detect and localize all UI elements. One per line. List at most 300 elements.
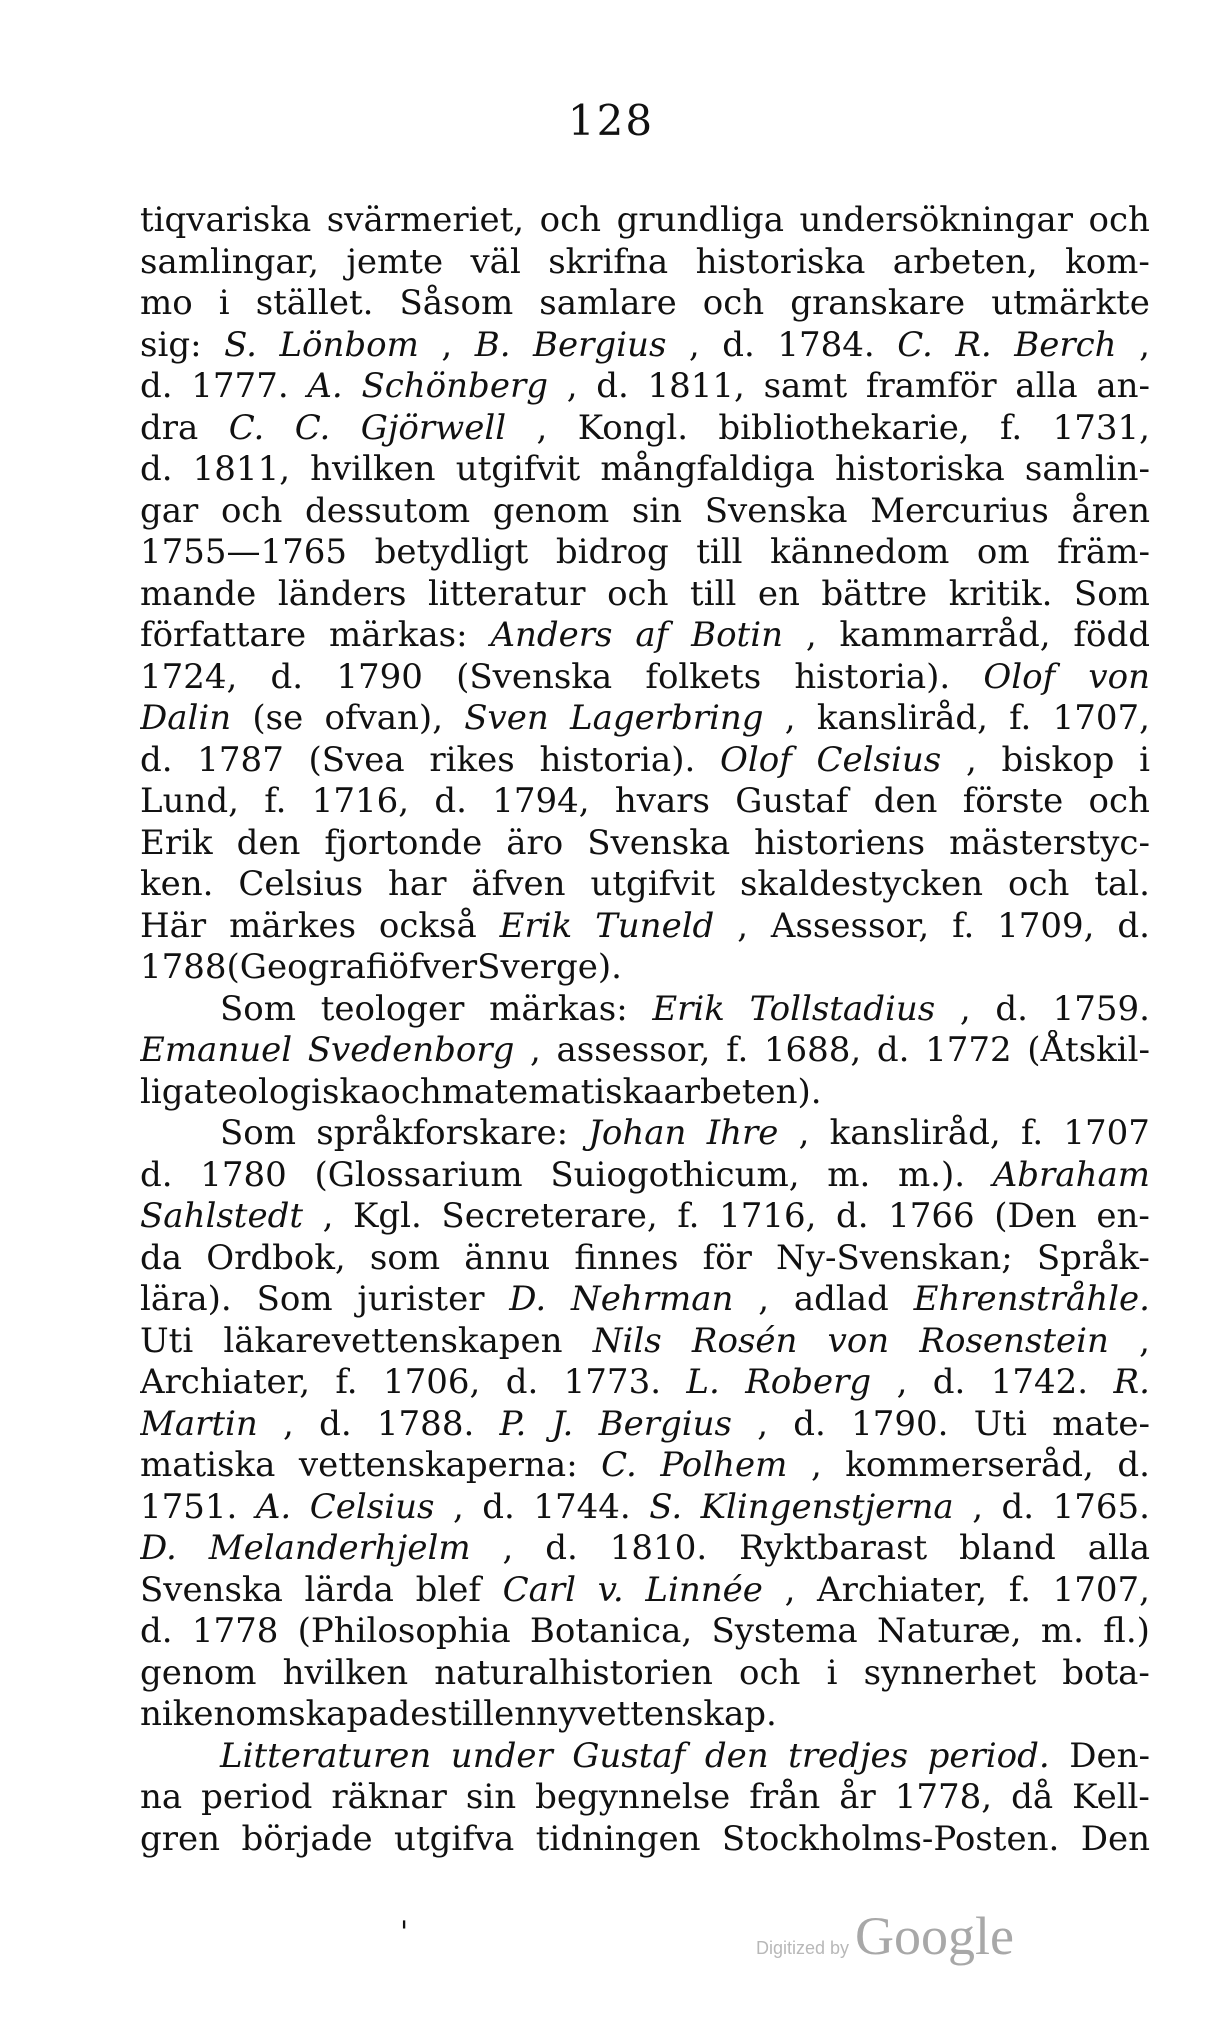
text-line: [140, 1653, 1150, 1695]
word: ny: [536, 1694, 578, 1734]
word: matiska: [140, 1445, 276, 1485]
text-line: [140, 1445, 1150, 1487]
word: ,: [959, 988, 971, 1029]
word: Schönberg: [361, 366, 548, 406]
word: då: [1011, 1777, 1054, 1817]
word: d.: [545, 1528, 578, 1568]
word: d.: [140, 1611, 173, 1651]
word: d.: [319, 1403, 352, 1444]
word: d.: [434, 781, 467, 821]
word: af: [635, 615, 669, 655]
text-line: [140, 1736, 1150, 1778]
word: 1777.: [191, 366, 289, 406]
word: 1787: [197, 739, 284, 780]
word: Ehrenstråhle.: [913, 1279, 1150, 1319]
word: 1766: [888, 1196, 975, 1236]
word: en-: [1096, 1196, 1150, 1236]
word: bättre: [821, 573, 928, 614]
text-line: [140, 1528, 1150, 1570]
word: Linnée: [645, 1569, 763, 1610]
word: ännu: [464, 1237, 551, 1278]
word: Erik: [140, 822, 213, 863]
word: niken: [140, 1694, 236, 1734]
word: (Åtskil-: [1027, 1030, 1150, 1070]
word: Som: [256, 1279, 333, 1319]
word: liga: [140, 1071, 204, 1112]
text-line: [140, 1570, 1150, 1612]
word: 1709,: [997, 905, 1095, 946]
word: Dalin: [140, 698, 232, 738]
word: och: [1007, 864, 1070, 904]
word: C.: [228, 407, 265, 448]
word: Som: [220, 1113, 297, 1153]
word: Stockholms-Posten.: [721, 1818, 1060, 1859]
word: tal.: [1094, 864, 1150, 904]
word: dessutom: [305, 490, 471, 531]
text-line: [140, 1155, 1150, 1197]
word: gren: [140, 1818, 221, 1859]
google-logo: Google: [855, 1906, 1014, 1966]
word: ,: [283, 1403, 294, 1444]
word: väl: [470, 241, 521, 282]
word: Språk-: [1036, 1237, 1150, 1278]
word: d.: [793, 1403, 826, 1444]
word: 1772: [925, 1030, 1012, 1070]
word: biskop: [1001, 739, 1115, 780]
stray-mark: ': [400, 1915, 409, 1950]
word: tredjes: [788, 1735, 909, 1776]
word: främ-: [1057, 532, 1150, 572]
word: Svedenborg: [307, 1030, 515, 1070]
word: hvars: [614, 781, 710, 821]
text-line: [140, 1362, 1150, 1404]
text-line: [140, 823, 1150, 865]
word: Melanderhjelm: [208, 1528, 471, 1568]
word: 1742.: [990, 1362, 1089, 1402]
word: ,: [757, 1403, 769, 1444]
word: f.: [726, 1030, 749, 1070]
word: också: [378, 905, 477, 946]
word: Botanica,: [529, 1611, 693, 1651]
word: 1780: [200, 1154, 287, 1195]
word: granskare: [790, 283, 966, 323]
word: samlingar,: [140, 241, 319, 282]
word: Olof: [720, 739, 792, 780]
word: d.: [596, 366, 629, 406]
word: Rosén: [691, 1320, 798, 1361]
word: tidningen: [535, 1818, 701, 1859]
word: och: [739, 1652, 801, 1693]
word: ,: [536, 407, 548, 448]
text-line: [140, 947, 1150, 989]
text-line: [140, 1279, 1150, 1321]
word: kännedom: [770, 532, 950, 572]
word: bidrog: [555, 532, 669, 572]
word: 1716,: [311, 781, 410, 821]
word: teologer: [320, 988, 465, 1029]
word: Celsius: [309, 1486, 435, 1527]
word: Sven: [464, 698, 549, 738]
text-line: [140, 781, 1150, 823]
word: von: [1088, 656, 1150, 697]
word: f.: [952, 905, 975, 946]
word: 1724,: [140, 656, 238, 697]
text-line: [140, 1321, 1150, 1363]
word: räknar: [331, 1777, 447, 1817]
text-line: [140, 1238, 1150, 1280]
word: Nehrman: [570, 1279, 734, 1319]
word: märkas:: [329, 615, 468, 655]
word: folkets: [645, 656, 762, 697]
word: Abraham: [992, 1154, 1150, 1195]
word: Lund,: [140, 781, 239, 821]
word: under: [450, 1735, 553, 1776]
word: f.: [1008, 1569, 1031, 1610]
word: Archiater,: [817, 1569, 988, 1610]
word: na: [140, 1777, 183, 1817]
word: genom: [492, 490, 610, 531]
word: hvilken: [310, 449, 436, 489]
word: Assessor,: [770, 905, 930, 946]
text-line: [140, 864, 1150, 906]
word: 1790: [336, 656, 423, 697]
word: C.: [601, 1445, 637, 1485]
word: undersökningar: [799, 200, 1073, 240]
word: S.: [224, 324, 257, 365]
body-text: [140, 200, 1150, 1860]
word: Gjörwell: [360, 407, 507, 448]
word: märkes: [229, 905, 357, 946]
word: Uti: [140, 1320, 194, 1361]
word: gar: [140, 490, 199, 531]
word: Naturæ,: [876, 1611, 1022, 1651]
text-line: [140, 1072, 1150, 1114]
word: ,: [805, 615, 817, 655]
text-line: [140, 200, 1150, 242]
word: 1731,: [1052, 407, 1150, 448]
word: alla: [1087, 1528, 1150, 1568]
word: Nils: [592, 1320, 662, 1361]
text-line: [140, 1819, 1150, 1861]
word: och: [1088, 200, 1150, 240]
word: grundliga: [616, 200, 784, 240]
word: utgifva: [394, 1818, 515, 1859]
word: framför: [865, 366, 997, 406]
word: f.: [335, 1362, 358, 1402]
word: d.: [722, 324, 755, 365]
word: och: [1088, 781, 1150, 821]
word: om: [976, 532, 1030, 572]
word: d.: [140, 366, 173, 406]
word: ,: [896, 1362, 908, 1402]
word: B.: [474, 324, 511, 365]
text-line: [140, 1777, 1150, 1819]
word: skrifna: [548, 241, 669, 282]
word: 1707: [1063, 1113, 1150, 1153]
word: C.: [294, 407, 331, 448]
word: äfven: [471, 864, 566, 904]
word: lära).: [140, 1279, 232, 1319]
word: sig:: [140, 324, 202, 365]
text-line: [140, 1611, 1150, 1653]
word: och: [607, 573, 669, 614]
word: jurister: [357, 1279, 485, 1319]
text-line: [140, 1196, 1150, 1238]
word: 1716,: [719, 1196, 817, 1236]
text-line: [140, 242, 1150, 284]
word: ,: [530, 1030, 541, 1070]
word: ofvan),: [324, 698, 444, 738]
word: ,: [798, 1113, 810, 1153]
word: m.).: [897, 1154, 966, 1195]
word: (Svea: [308, 739, 405, 780]
word: 1810.: [609, 1528, 708, 1568]
word: Här: [140, 905, 207, 946]
word: ,: [452, 1486, 464, 1527]
text-line: [140, 283, 1150, 325]
word: 1759.: [1052, 988, 1150, 1029]
word: (Glossarium: [314, 1154, 523, 1195]
word: 1765.: [1052, 1486, 1150, 1527]
word: m.: [827, 1154, 871, 1195]
word: märkas:: [489, 988, 628, 1029]
word: d.: [482, 1486, 515, 1527]
word: S.: [649, 1486, 683, 1527]
word: 1784.: [777, 324, 875, 365]
word: (Geografi: [226, 947, 389, 987]
word: samt: [763, 366, 848, 406]
word: J.: [551, 1403, 574, 1444]
text-line: [140, 657, 1150, 699]
word: C.: [897, 324, 933, 365]
word: Ihre: [706, 1113, 779, 1153]
word: kommerseråd,: [845, 1445, 1094, 1485]
word: Martin: [140, 1403, 258, 1444]
word: 1688,: [763, 1030, 862, 1070]
word: v.: [597, 1569, 624, 1610]
word: äro: [506, 822, 564, 863]
word: Kell-: [1072, 1777, 1150, 1817]
word: bota-: [1062, 1652, 1150, 1693]
word: Den: [1080, 1818, 1150, 1859]
word: P.: [499, 1403, 527, 1444]
word: Erik: [652, 988, 725, 1029]
word: från: [749, 1777, 821, 1817]
word: länders: [277, 573, 407, 614]
word: skaldestycken: [739, 864, 984, 904]
word: 1707,: [1052, 698, 1150, 738]
word: kansliråd,: [829, 1113, 1001, 1153]
word: ,: [810, 1445, 822, 1485]
word: d.: [1117, 905, 1150, 946]
word: en: [494, 1694, 537, 1734]
word: ,: [965, 739, 977, 780]
word: Anders: [490, 615, 613, 655]
word: till: [690, 573, 737, 614]
text-line: [140, 1030, 1150, 1072]
word: 1751.: [140, 1486, 238, 1527]
word: kritik.: [948, 573, 1053, 614]
word: Secreterare,: [441, 1196, 658, 1236]
word: och: [220, 490, 283, 531]
word: historiska: [834, 449, 1005, 489]
word: språkforskare:: [316, 1113, 569, 1153]
word: kansliråd,: [816, 698, 988, 738]
word: har: [388, 864, 447, 904]
word: 1707,: [1052, 1569, 1150, 1610]
word: vettenskaperna:: [298, 1445, 578, 1485]
word: ,: [784, 698, 796, 738]
word: d.: [1001, 1486, 1035, 1527]
word: 1773.: [563, 1362, 662, 1402]
word: sin: [631, 490, 683, 531]
word: d.: [140, 1154, 173, 1195]
word: kom-: [1065, 241, 1150, 282]
word: 1778,: [894, 1777, 993, 1817]
word: Emanuel: [140, 1030, 293, 1070]
word: an-: [1096, 366, 1150, 406]
word: till: [447, 1694, 495, 1734]
word: 1778: [191, 1611, 279, 1651]
word: D.: [140, 1528, 177, 1568]
text-line: [140, 532, 1150, 574]
word: stället.: [255, 283, 374, 323]
word: d.: [140, 449, 173, 489]
word: A.: [255, 1486, 292, 1527]
word: Bergius: [598, 1403, 732, 1444]
word: 1706,: [382, 1362, 481, 1402]
text-line: [140, 1113, 1150, 1155]
word: mate-: [1052, 1403, 1150, 1444]
word: Sahlstedt: [140, 1196, 303, 1236]
word: och: [380, 1071, 442, 1112]
word: i: [826, 1652, 838, 1693]
word: utmärkte: [991, 283, 1150, 323]
text-line: [140, 740, 1150, 782]
word: och: [702, 283, 765, 323]
word: period.: [927, 1735, 1050, 1776]
word: Ordbok,: [206, 1237, 346, 1278]
word: Carl: [502, 1569, 577, 1610]
word: Gustaf: [572, 1735, 686, 1776]
page-number: 128: [567, 96, 655, 145]
word: började: [241, 1818, 373, 1859]
word: ,: [1139, 324, 1150, 365]
word: för: [702, 1237, 752, 1278]
word: arbeten).: [663, 1071, 822, 1112]
word: L.: [686, 1362, 720, 1402]
text-line: [140, 449, 1150, 491]
word: Svenska: [140, 1569, 283, 1610]
word: historiska: [695, 241, 866, 282]
word: genom: [140, 1652, 257, 1693]
word: tiqvariska: [140, 200, 312, 240]
word: den: [236, 822, 301, 863]
word: historia).: [539, 739, 696, 780]
word: omskapades: [235, 1694, 448, 1734]
word: Suiogothicum,: [550, 1154, 800, 1195]
word: mo: [140, 283, 193, 323]
word: bland: [959, 1528, 1056, 1568]
word: Polhem: [660, 1445, 788, 1485]
word: Johan: [588, 1113, 687, 1153]
word: historia).: [794, 656, 951, 697]
word: m.: [1040, 1611, 1084, 1651]
word: Ryktbarast: [739, 1528, 928, 1568]
word: född: [1073, 615, 1150, 655]
word: (Svenska: [456, 656, 613, 697]
word: Lagerbring: [570, 698, 764, 738]
word: sin: [465, 1777, 517, 1817]
word: dra: [140, 407, 199, 448]
word: arbeten,: [892, 241, 1038, 282]
word: Systema: [711, 1611, 858, 1651]
word: 1811,: [647, 366, 745, 406]
text-line: [140, 366, 1150, 408]
word: Som: [1073, 573, 1150, 614]
word: Kgl.: [352, 1196, 422, 1236]
word: d.: [995, 988, 1028, 1029]
word: mångfaldiga: [600, 449, 815, 489]
word: kammarråd,: [839, 615, 1051, 655]
word: som: [369, 1237, 441, 1278]
text-line: [140, 1487, 1150, 1529]
word: f.: [264, 781, 287, 821]
word: Olof: [983, 656, 1056, 697]
text-line: [140, 1694, 1150, 1736]
word: ,: [737, 905, 749, 946]
word: Botin: [691, 615, 783, 655]
word: Som: [220, 988, 297, 1029]
word: litteratur: [428, 573, 586, 614]
word: jemte: [346, 241, 444, 282]
word: Svenska: [704, 490, 848, 531]
word: alla: [1015, 366, 1078, 406]
word: naturalhistorien: [434, 1652, 713, 1693]
word: 1811,: [192, 449, 291, 489]
word: (se: [252, 698, 304, 738]
word: R.: [955, 324, 992, 365]
word: period: [201, 1777, 313, 1817]
word: 1788.: [376, 1403, 475, 1444]
word: mande: [140, 573, 257, 614]
word: ,: [1139, 1320, 1150, 1361]
google-watermark: [756, 1905, 1014, 1967]
word: lärda: [304, 1569, 394, 1610]
word: ,: [784, 1569, 796, 1610]
word: D.: [509, 1279, 547, 1319]
word: utgifvit: [590, 864, 715, 904]
word: Erik: [499, 905, 573, 946]
word: Såsom: [399, 283, 514, 323]
word: 1788: [140, 947, 227, 987]
word: (Philosophia: [297, 1611, 511, 1651]
word: och: [539, 200, 602, 240]
word: von: [827, 1320, 890, 1361]
word: ,: [322, 1196, 334, 1236]
text-line: [140, 989, 1150, 1031]
word: adlad: [793, 1279, 889, 1319]
word: ,: [441, 324, 453, 365]
word: ,: [972, 1486, 983, 1527]
word: läkarevettenskapen: [223, 1320, 563, 1361]
text-line: [140, 698, 1150, 740]
word: d.: [876, 1030, 910, 1070]
word: ,: [758, 1279, 769, 1319]
word: samlin-: [1024, 449, 1150, 489]
word: hvilken: [282, 1652, 409, 1693]
word: den: [873, 781, 938, 821]
